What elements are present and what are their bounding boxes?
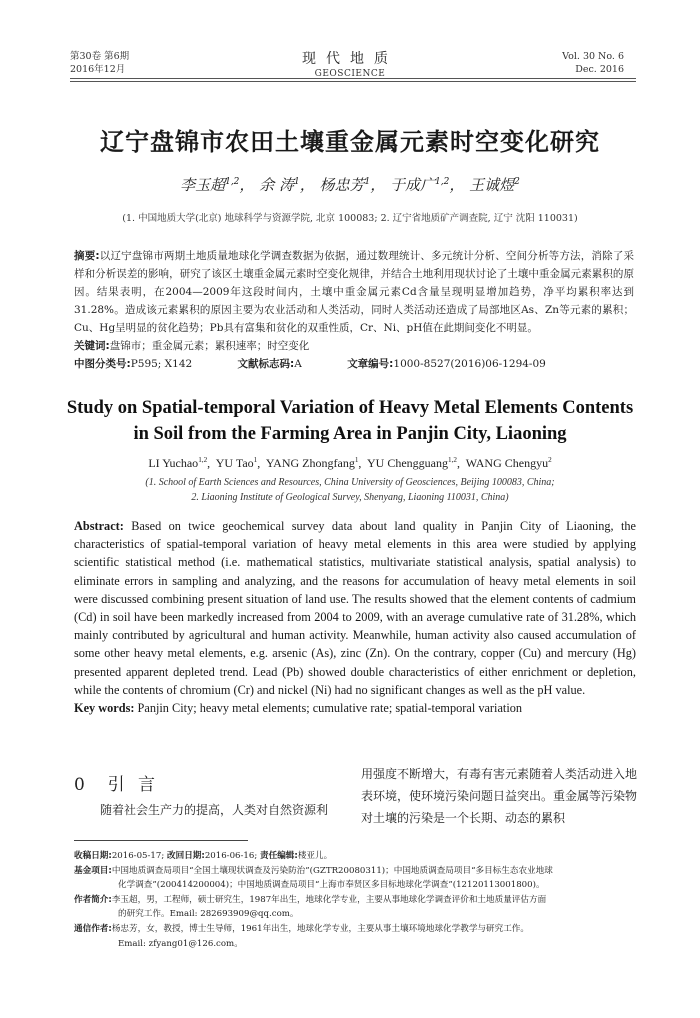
author-cn: 于成广 xyxy=(390,176,436,194)
header-date-cn: 2016年12月 xyxy=(70,64,126,75)
footnote-author: 作者简介:李玉超，男，工程师，硕士研究生，1987年出生，地球化学专业，主要从事地球化学调查评价和土地质量评估方面 xyxy=(74,894,547,905)
section-number: 0 xyxy=(74,775,89,795)
author-en: LI Yuchao xyxy=(148,456,199,470)
header-rule xyxy=(70,78,636,79)
author-en: WANG Chengyu xyxy=(465,456,549,470)
footnotes xyxy=(74,849,634,951)
document-code: A xyxy=(294,358,302,370)
body-text-right: 用强度不断增大，有毒有害元素随着人类活动进入地表环境，使环境污染问题日益突出。重金属等污染物对土壤的污染是一个长期、动态的累积 xyxy=(361,767,638,825)
authors-en: LI Yuchao$^{1,2}$, YU Tao$^1$, YANG Zhongfang$^1$, YU Chengguang$^{1,2}$, WANG Chengyu$^2$ xyxy=(148,456,552,470)
author-cn: 李玉超 xyxy=(180,176,226,194)
footnote-fund: 基金项目:中国地质调查局项目“全国土壤现状调查及污染防治”(GZTR20080311)；中国地质调查局项目“多目标生态农业地球 xyxy=(74,865,553,876)
affiliation-en: (1. School of Earth Sciences and Resources, China University of Geosciences, Beijing 100083, China; 2. Liaoning Institute of Geological Survey, Shenyang, Liaoning 110031, China) xyxy=(145,477,555,503)
header-date-en: Dec. 2016 xyxy=(575,64,624,75)
abstract-cn xyxy=(74,247,634,337)
keywords-cn-text: 盘锦市；重金属元素；累积速率；时空变化 xyxy=(109,340,310,352)
article-number: 1000-8527(2016)06-1294-09 xyxy=(393,358,546,370)
abstract-cn-label: 摘要: xyxy=(74,250,100,262)
footnote-author-cont: 的研究工作。Email: 282693909@qq.com。 xyxy=(118,909,299,920)
author-cn: 王诚煜 xyxy=(469,176,515,194)
keywords-en-text: Panjin City; heavy metal elements; cumulative rate; spatial-temporal variation xyxy=(137,701,523,716)
abstract-cn-block xyxy=(74,247,634,373)
title-en-line: Study on Spatial-temporal Variation of Heavy Metal Elements Contents xyxy=(66,398,634,418)
author-cn: 杨忠芳 xyxy=(319,176,365,194)
abstract-en-text: Based on twice geochemical survey data about land quality in Panjin City of Liaoning, the characteristics of spatial-temporal variation of heavy metal elements in this area were studied by applying scientific statistical method (i.e. mathematical statistics, multivariate statistical analysis, spatial analysis) to eliminate errors in sampling and analyzing, and the reasons for accumulation of heavy metal elements in soil were discussed combining present situation of land use. The results showed that the element contents of cadmium (Cd) in soil have been markedly increased from 2004 to 2009, with an average cumulative rate of 31.28%, which mainly contributed by agricultural and human activity. Meanwhile, human activity also caused accumulation of some other heavy metal elements, e.g. arsenic (As), zinc (Zn). On the contrary, copper (Cu) and mercury (Hg) presented apparent depleted trend. Lead (Pb) showed double characteristics of either enrichment or depletion, while the contents of chromium (Cr) and nickel (Ni) had no significant changes as well as the pH value. xyxy=(74,519,636,697)
author-en: YANG Zhongfang xyxy=(265,456,355,470)
header-issue-info-en xyxy=(562,50,624,76)
title-cn: 辽宁盘锦市农田土壤重金属元素时空变化研究 xyxy=(100,128,600,156)
journal-name-en: GEOSCIENCE xyxy=(314,69,386,79)
affiliation-cn: (1. 中国地质大学(北京) 地球科学与资源学院, 北京 100083; 2. 辽宁省地质矿产调查院, 辽宁 沈阳 110031) xyxy=(122,213,578,224)
authors-cn: 李玉超$^{1,2}$， 余 涛$^1$， 杨忠芳$^1$， 于成广$^{1,2}$， 王诚煜$^2$ xyxy=(180,176,520,194)
abstract-cn-text: 以辽宁盘锦市两期土地质量地球化学调查数据为依据，通过数理统计、多元统计分析、空间分析等方法，消除了采样和分析误差的影响，研究了该区土壤重金属元素时空变化规律，并结合土地利用现状讨论了土壤中重金属元素累积的原因。结果表明，在2004—2009年这段时间内，土壤中重金属元素Cd含量呈现明显增加趋势，净平均累积率达到31.28%。造成该元素累积的原因主要为农业活动和人类活动，同时人类活动还造成了局部地区As、Zn等元素的累积；Cu、Hg呈明显的贫化趋势；Pb具有富集和贫化的双重性质，Cr、Ni、pH值在此期间变化不明显。 xyxy=(74,250,634,334)
section-title: 引 言 xyxy=(107,775,160,795)
footnote-fund-cont: 化学调查”(200414200004)；中国地质调查局项目“上海市奉贤区多目标地球化学调查”(12120113001800)。 xyxy=(118,880,545,891)
abstract-en xyxy=(74,517,636,699)
author-en: YU Tao xyxy=(215,456,254,470)
classification-line: 中图分类号:P595; X142 文献标志码:A 文章编号:1000-8527(2016)06-1294-09 xyxy=(74,358,546,370)
keywords-cn-label: 关键词: xyxy=(74,340,110,352)
footnote-dates: 收稿日期:2016-05-17; 改回日期:2016-06-16; 责任编辑:楼亚儿。 xyxy=(74,851,333,861)
abstract-en-label: Abstract: xyxy=(74,519,124,533)
body-text-left: 随着社会生产力的提高，人类对自然资源利 xyxy=(100,803,329,817)
author-cn: 余 涛 xyxy=(259,176,294,194)
title-en xyxy=(0,395,700,447)
footnote-corresponding: 通信作者:杨忠芳，女，教授，博士生导师，1961年出生，地球化学专业，主要从事土壤环境地球化学教学与研究工作。 xyxy=(74,923,529,934)
footnote-rule xyxy=(74,840,248,841)
keywords-cn xyxy=(74,337,634,355)
keywords-en xyxy=(74,699,636,717)
title-en-line: in Soil from the Farming Area in Panjin City, Liaoning xyxy=(133,424,567,444)
header-volume-en: Vol. 30 No. 6 xyxy=(562,51,624,62)
clc-number: P595; X142 xyxy=(130,358,193,370)
journal-name-cn: 现代地质 xyxy=(302,51,398,67)
section-heading xyxy=(74,770,159,795)
header-volume: 第30卷 第6期 xyxy=(70,51,130,62)
abstract-en-block xyxy=(74,517,636,717)
header-rule-second xyxy=(70,81,636,82)
keywords-en-label: Key words: xyxy=(74,701,135,716)
author-en: YU Chengguang xyxy=(366,456,448,470)
running-header xyxy=(0,0,700,78)
footnote-corresponding-cont: Email: zfyang01@126.com。 xyxy=(118,938,243,949)
